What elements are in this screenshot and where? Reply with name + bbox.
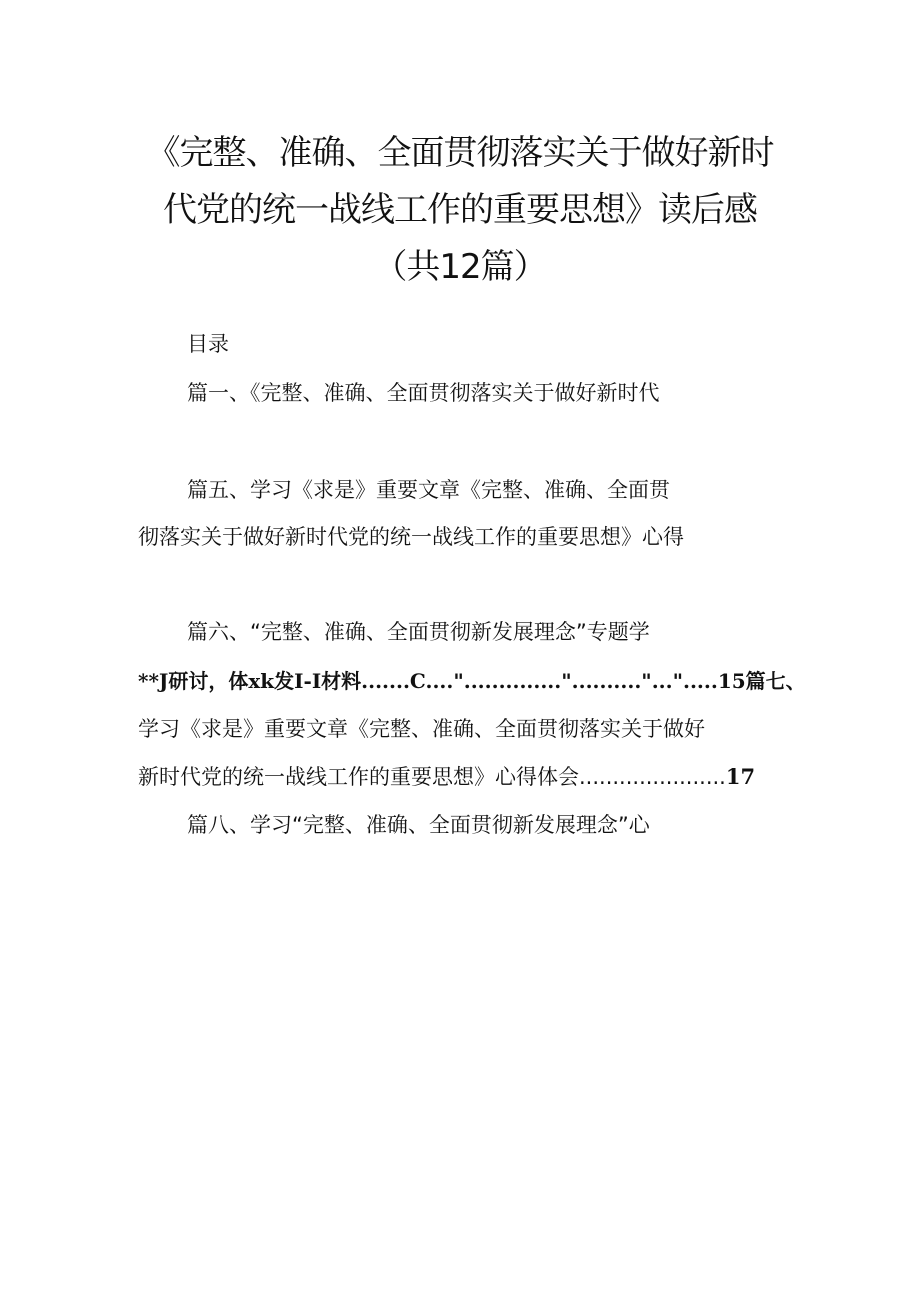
toc-entry-7-line-2 <box>138 762 755 792</box>
toc-entry-7-page-number: 17 <box>725 764 756 789</box>
toc-entry-5-line-2: 彻落实关于做好新时代党的统一战线工作的重要思想》心得 <box>138 525 684 549</box>
toc-entry-8: 篇八、学习“完整、准确、全面贯彻新发展理念”心 <box>187 813 650 837</box>
document-title-line-1: 《完整、准确、全面贯彻落实关于做好新时 <box>146 133 774 173</box>
toc-entry-7-text: 新时代党的统一战线工作的重要思想》心得体会...................... <box>138 765 726 789</box>
document-title-count: （共12篇） <box>373 247 547 287</box>
toc-entry-6-line-2: **J研讨，体xk发I-I材料.......C...."..............".........."...".....15篇七、 <box>138 669 806 693</box>
toc-entry-5-line-1: 篇五、学习《求是》重要文章《完整、准确、全面贯 <box>187 478 670 502</box>
toc-entry-7-line-1: 学习《求是》重要文章《完整、准确、全面贯彻落实关于做好 <box>138 717 705 741</box>
toc-entry-1: 篇一、《完整、准确、全面贯彻落实关于做好新时代 <box>187 381 660 405</box>
toc-entry-6-line-1: 篇六、“完整、准确、全面贯彻新发展理念”专题学 <box>187 620 650 644</box>
toc-heading: 目录 <box>187 332 229 356</box>
document-title-line-2: 代党的统一战线工作的重要思想》读后感 <box>163 190 757 230</box>
